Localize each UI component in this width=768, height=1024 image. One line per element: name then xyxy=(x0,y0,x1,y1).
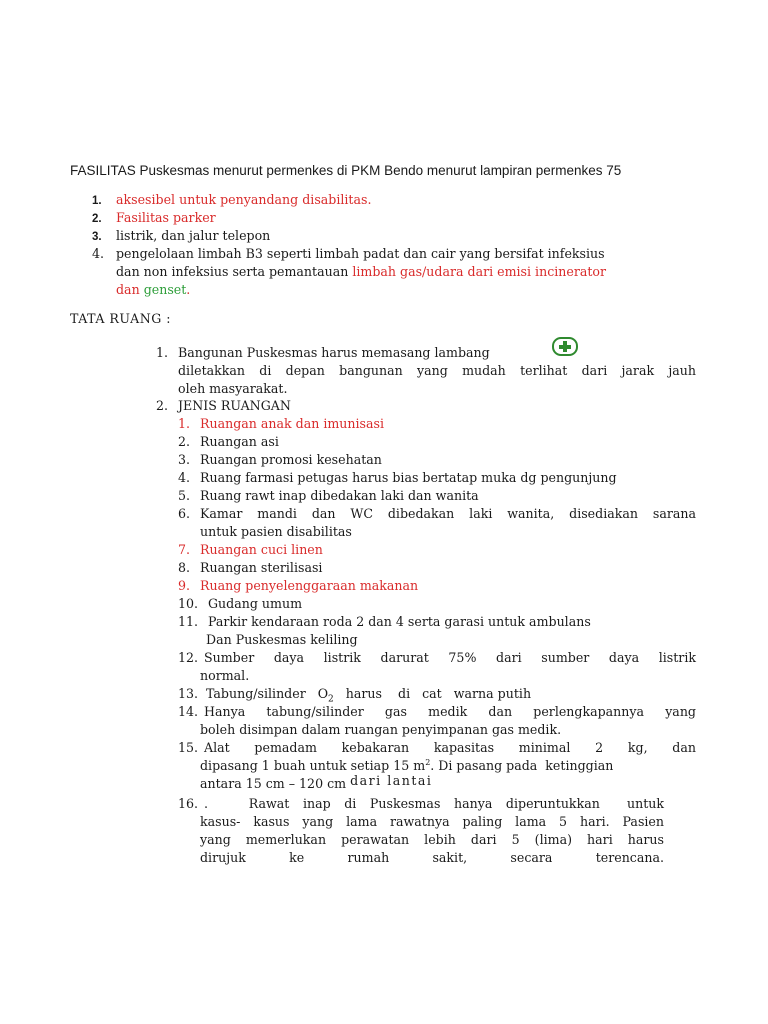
list-number: 13. xyxy=(178,686,199,701)
tata-item-1-line3: oleh masyarakat. xyxy=(178,381,288,396)
room-item-4 xyxy=(178,470,617,485)
room-item-13 xyxy=(178,686,531,705)
room-text: Alat pemadam kebakaran kapasitas minimal 2 kg, dan xyxy=(204,740,696,755)
room-text: Hanya tabung/silinder gas medik dan perlengkapannya yang xyxy=(204,704,696,719)
list-number: 12. xyxy=(178,650,199,665)
list-number: 3. xyxy=(178,452,191,467)
tata-item-text: Bangunan Puskesmas harus memasang lambang xyxy=(178,345,490,360)
facility-text: pengelolaan limbah B3 seperti limbah padat dan cair yang bersifat infeksius xyxy=(116,246,605,261)
tata-item-1 xyxy=(156,345,490,360)
room-item-9 xyxy=(178,578,418,593)
list-number: 6. xyxy=(178,506,191,521)
room-text: Kamar mandi dan WC dibedakan laki wanita, disediakan sarana xyxy=(200,506,696,521)
room-item-14-line2: boleh disimpan dalam ruangan penyimpanan gas medik. xyxy=(200,722,562,737)
list-number: 14. xyxy=(178,704,199,719)
facility-item-3 xyxy=(92,228,270,243)
page-heading: FASILITAS Puskesmas menurut permenkes di PKM Bendo menurut lampiran permenkes 75 xyxy=(70,163,622,178)
room-item-6 xyxy=(178,506,696,521)
room-item-2 xyxy=(178,434,279,449)
list-number: 10. xyxy=(178,596,199,611)
room-text: Ruangan promosi kesehatan xyxy=(200,452,382,467)
room-text: harus di cat warna putih xyxy=(333,686,532,701)
list-number: 4. xyxy=(178,470,191,485)
room-item-16-line4 xyxy=(200,850,664,865)
room-text: dari lantai xyxy=(350,773,433,788)
list-number: 8. xyxy=(178,560,191,575)
room-text: Tabung/silinder O xyxy=(206,686,329,701)
room-item-7 xyxy=(178,542,323,557)
room-item-15-line2 xyxy=(200,758,613,773)
list-number: 1. xyxy=(156,345,169,360)
room-item-5 xyxy=(178,488,479,503)
room-item-16-line2 xyxy=(200,814,664,829)
room-item-16 xyxy=(178,796,664,811)
list-number: 2. xyxy=(92,213,102,225)
room-text: Ruang farmasi petugas harus bias bertatap muka dg pengunjung xyxy=(200,470,617,485)
facility-punct: . xyxy=(186,282,191,297)
room-item-11-line2: Dan Puskesmas keliling xyxy=(206,632,358,647)
room-text: . Rawat inap di Puskesmas hanya diperuntukkan untuk xyxy=(204,796,664,811)
room-item-12-line2: normal. xyxy=(200,668,250,683)
facility-text: listrik, dan jalur telepon xyxy=(116,228,271,243)
tata-item-1-line2 xyxy=(178,363,696,378)
list-number: 4. xyxy=(92,246,105,261)
room-text: yang memerlukan perawatan lebih dari 5 (lima) hari harus xyxy=(200,832,664,847)
tata-item-2 xyxy=(156,398,291,413)
room-text: dirujuk ke rumah sakit, secara terencana. xyxy=(200,850,664,865)
facility-highlight-green: genset xyxy=(143,282,187,297)
list-number: 1. xyxy=(178,416,191,431)
room-text: . Di pasang pada ketinggian xyxy=(430,758,614,774)
tata-item-text: JENIS RUANGAN xyxy=(178,398,291,413)
room-text: Gudang umum xyxy=(208,596,303,611)
list-number: 9. xyxy=(178,578,191,593)
room-text: Ruangan sterilisasi xyxy=(200,560,323,575)
facility-item-1 xyxy=(92,192,371,207)
facility-item-4-line3 xyxy=(116,282,190,297)
room-item-3 xyxy=(178,452,382,467)
room-item-16-line3 xyxy=(200,832,664,847)
list-number: 11. xyxy=(178,614,199,629)
room-text: Ruangan cuci linen xyxy=(200,542,323,557)
room-text: Sumber daya listrik darurat 75% dari sumber daya listrik xyxy=(204,650,696,665)
list-number: 1. xyxy=(92,195,102,207)
facility-item-4 xyxy=(92,246,605,261)
list-number: 15. xyxy=(178,740,199,755)
list-number: 3. xyxy=(92,231,102,243)
room-text: antara 15 cm – 120 cm xyxy=(200,776,351,791)
list-number: 2. xyxy=(156,398,169,413)
room-item-15-line3 xyxy=(200,773,433,791)
facility-text: Fasilitas parker xyxy=(116,210,216,225)
list-number: 5. xyxy=(178,488,191,503)
subscript: 2 xyxy=(328,694,334,705)
facility-text: aksesibel untuk penyandang disabilitas. xyxy=(116,192,372,207)
room-text: Ruang rawt inap dibedakan laki dan wanita xyxy=(200,488,479,503)
room-item-1 xyxy=(178,416,384,431)
facility-text: dan non infeksius serta pemantauan xyxy=(116,264,353,279)
list-number: 2. xyxy=(178,434,191,449)
room-item-12 xyxy=(178,650,696,665)
room-item-15 xyxy=(178,740,696,755)
health-cross-logo-icon xyxy=(552,337,578,356)
list-number: 7. xyxy=(178,542,191,557)
facility-highlight: limbah gas/udara dari emisi incinerator xyxy=(352,264,607,279)
facility-highlight: dan xyxy=(116,282,144,297)
tata-item-text: diletakkan di depan bangunan yang mudah terlihat dari jarak jauh xyxy=(178,363,696,378)
room-text: Parkir kendaraan roda 2 dan 4 serta garasi untuk ambulans xyxy=(208,614,591,629)
room-item-8 xyxy=(178,560,322,575)
room-text: Ruangan anak dan imunisasi xyxy=(200,416,385,431)
room-item-6-line2: untuk pasien disabilitas xyxy=(200,524,352,539)
facility-item-2 xyxy=(92,210,216,225)
facility-item-4-line2 xyxy=(116,264,606,279)
room-text: Ruang penyelenggaraan makanan xyxy=(200,578,419,593)
room-text: dipasang 1 buah untuk setiap 15 m xyxy=(200,758,426,774)
section-title: TATA RUANG : xyxy=(70,311,172,326)
room-text: kasus- kasus yang lama rawatnya paling lama 5 hari. Pasien xyxy=(200,814,664,829)
room-text: Ruangan asi xyxy=(200,434,279,449)
room-item-11 xyxy=(178,614,591,629)
superscript: 2 xyxy=(425,758,431,767)
room-item-10 xyxy=(178,596,302,611)
list-number: 16. xyxy=(178,796,199,811)
room-item-14 xyxy=(178,704,696,719)
